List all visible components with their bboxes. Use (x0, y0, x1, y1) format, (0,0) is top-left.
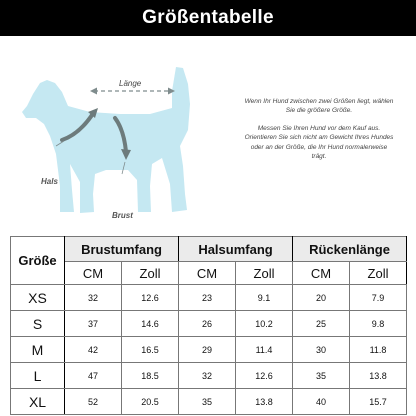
table-cell: 9.8 (350, 311, 407, 337)
dog-measurement-diagram (0, 36, 240, 222)
table-cell: 47 (65, 363, 122, 389)
size-label: S (11, 311, 65, 337)
table-cell: 16.5 (122, 337, 179, 363)
size-label: M (11, 337, 65, 363)
table-cell: 32 (179, 363, 236, 389)
table-cell: 42 (65, 337, 122, 363)
unit-zoll-ruecken: Zoll (350, 262, 407, 285)
unit-zoll-brust: Zoll (122, 262, 179, 285)
table-row (11, 337, 407, 363)
table-cell: 32 (65, 285, 122, 311)
table-cell: 37 (65, 311, 122, 337)
size-label: L (11, 363, 65, 389)
unit-cm-hals: CM (179, 262, 236, 285)
table-cell: 11.8 (350, 337, 407, 363)
table-cell: 29 (179, 337, 236, 363)
table-row (11, 389, 407, 415)
length-arrow (90, 88, 175, 95)
instruction-paragraph-2: Messen Sie Ihren Hund vor dem Kauf aus. Orientieren Sie sich nicht am Gewicht Ihres Hundes oder an der Größe, die Ihr Hund normalerweise trägt. (244, 124, 394, 161)
unit-zoll-hals: Zoll (236, 262, 293, 285)
table-cell: 7.9 (350, 285, 407, 311)
size-label: XS (11, 285, 65, 311)
table-cell: 12.6 (122, 285, 179, 311)
dog-silhouette (22, 67, 190, 213)
size-label: XL (11, 389, 65, 415)
table-row (11, 311, 407, 337)
table-cell: 13.8 (236, 389, 293, 415)
length-label: Länge (119, 79, 142, 88)
page-title: Größentabelle (142, 7, 274, 28)
neck-label: Hals (41, 177, 58, 186)
table-cell: 9.1 (236, 285, 293, 311)
unit-cm-ruecken: CM (293, 262, 350, 285)
table-cell: 25 (293, 311, 350, 337)
table-cell: 15.7 (350, 389, 407, 415)
table-cell: 10.2 (236, 311, 293, 337)
header-brustumfang: Brustumfang (65, 237, 179, 262)
table-row (11, 363, 407, 389)
instruction-paragraph-1: Wenn Ihr Hund zwischen zwei Größen liegt, wählen Sie die größere Größe. (244, 98, 394, 115)
table-cell: 35 (179, 389, 236, 415)
header-rueckenlaenge: Rückenlänge (293, 237, 407, 262)
unit-cm-brust: CM (65, 262, 122, 285)
table-cell: 13.8 (350, 363, 407, 389)
table-cell: 40 (293, 389, 350, 415)
table-cell: 20.5 (122, 389, 179, 415)
size-table (10, 236, 407, 415)
table-cell: 20 (293, 285, 350, 311)
header-halsumfang: Halsumfang (179, 237, 293, 262)
page-title-banner (0, 0, 416, 36)
table-cell: 18.5 (122, 363, 179, 389)
table-cell: 12.6 (236, 363, 293, 389)
table-row (11, 285, 407, 311)
measuring-instructions (244, 97, 394, 170)
table-cell: 52 (65, 389, 122, 415)
table-cell: 26 (179, 311, 236, 337)
table-cell: 35 (293, 363, 350, 389)
table-cell: 11.4 (236, 337, 293, 363)
table-cell: 30 (293, 337, 350, 363)
size-column-header: Größe (11, 237, 65, 285)
chest-label: Brust (112, 211, 133, 220)
dog-illustration (0, 36, 240, 222)
table-cell: 14.6 (122, 311, 179, 337)
table-cell: 23 (179, 285, 236, 311)
